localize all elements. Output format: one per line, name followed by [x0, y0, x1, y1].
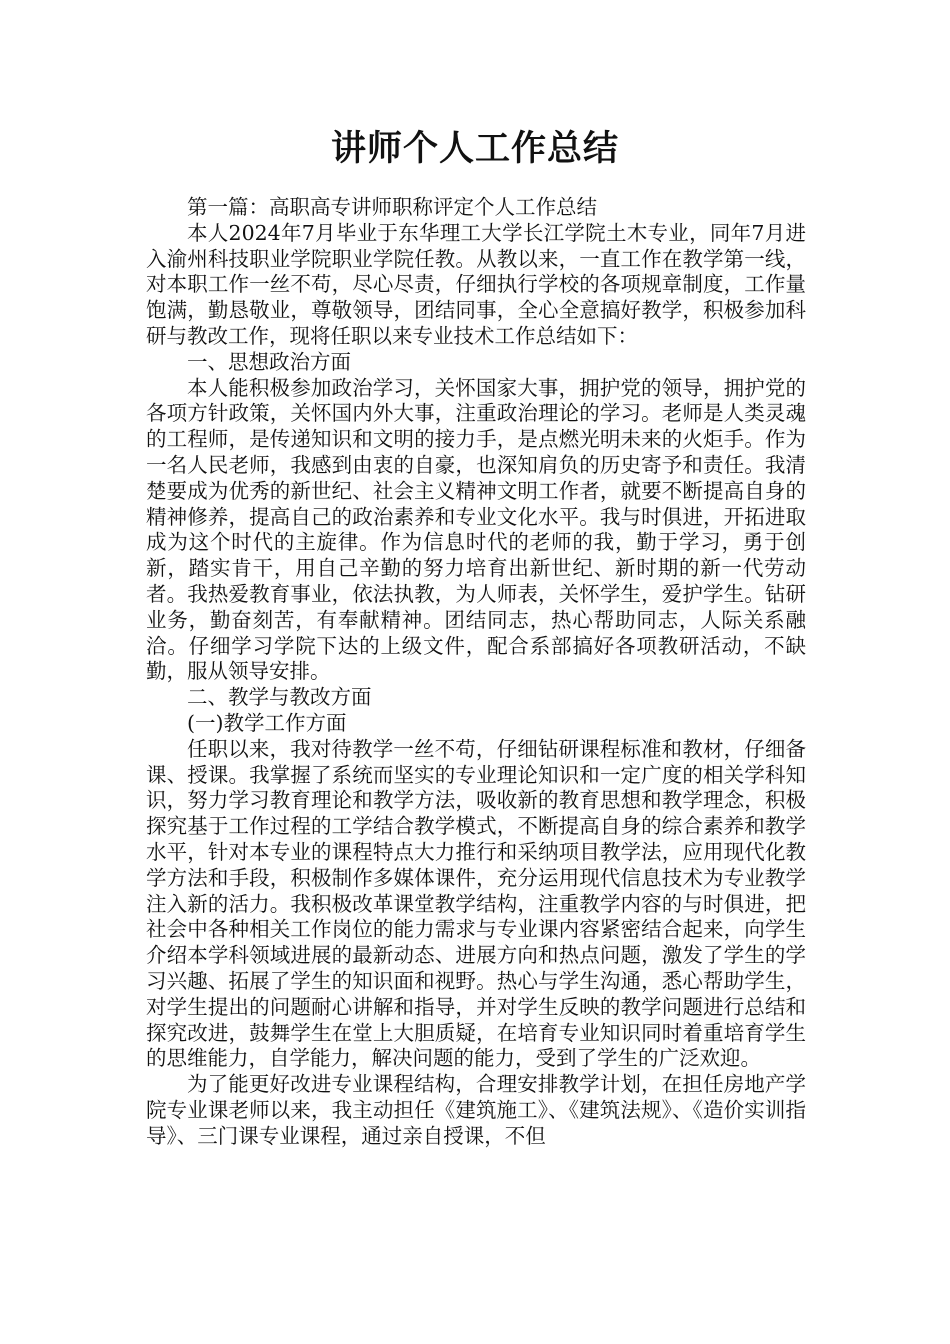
body-paragraph-teaching-work: 任职以来，我对待教学一丝不苟，仔细钻研课程标准和教材，仔细备课、授课。我掌握了系统而坚实的专业理论知识和一定广度的相关学科知识，努力学习教育理论和教学方法，吸收新的教育思想和教学理念，积极探究基于工作过程的工学结合教学模式，不断提高自身的综合素养和教学水平，针对本专业的课程特点大力推行和采纳项目教学法，应用现代化教学方法和手段，积极制作多媒体课件，充分运用现代信息技术为专业教学注入新的活力。我积极改革课堂教学结构，注重教学内容的与时俱进，把社会中各种相关工作岗位的能力需求与专业课内容紧密结合起来，向学生介绍本学科领域进展的最新动态、进展方向和热点问题，激发了学生的学习兴趣、拓展了学生的知识面和视野。热心与学生沟通，悉心帮助学生，对学生提出的问题耐心讲解和指导，并对学生反映的教学问题进行总结和探究改进，鼓舞学生在堂上大胆质疑，在培育专业知识同时着重培育学生的思维能力，自学能力，解决问题的能力，受到了学生的广泛欢迎。 — [146, 736, 806, 1071]
body-paragraph-intro: 本人2024年7月毕业于东华理工大学长江学院土木专业，同年7月进入渝州科技职业学院职业学院任教。从教以来，一直工作在教学第一线，对本职工作一丝不苟，尽心尽责，仔细执行学校的各项规章制度，工作量饱满，勤恳敬业，尊敬领导，团结同事，全心全意搞好教学，积极参加科研与教改工作，现将任职以来专业技术工作总结如下： — [146, 220, 806, 348]
body-paragraph-political: 本人能积极参加政治学习，关怀国家大事，拥护党的领导，拥护党的各项方针政策，关怀国内外大事，注重政治理论的学习。老师是人类灵魂的工程师，是传递知识和文明的接力手，是点燃光明未来的火炬手。作为一名人民老师，我感到由衷的自豪，也深知肩负的历史寄予和责任。我清楚要成为优秀的新世纪、社会主义精神文明工作者，就要不断提高自身的精神修养，提高自己的政治素养和专业文化水平。我与时俱进，开拓进取成为这个时代的主旋律。作为信息时代的老师的我，勤于学习，勇于创新，踏实肯干，用自己辛勤的努力培育出新世纪、新时期的新一代劳动者。我热爱教育事业，依法执教，为人师表，关怀学生，爱护学生。钻研业务，勤奋刻苦，有奉献精神。团结同志，热心帮助同志，人际关系融洽。仔细学习学院下达的上级文件，配合系部搞好各项教研活动，不缺勤，服从领导安排。 — [146, 375, 806, 684]
subsection-heading-teaching-work: (一)教学工作方面 — [187, 710, 347, 735]
document-title: 讲师个人工作总结 — [330, 129, 619, 169]
section-heading-part-one: 第一篇：高职高专讲师职称评定个人工作总结 — [187, 195, 597, 219]
section-heading-political: 一、思想政治方面 — [187, 349, 351, 374]
section-heading-teaching: 二、教学与教改方面 — [187, 685, 372, 710]
body-paragraph-curriculum: 为了能更好改进专业课程结构，合理安排教学计划，在担任房地产学院专业课老师以来，我主动担任《建筑施工》、《建筑法规》、《造价实训指导》、三门课专业课程，通过亲自授课，不但 — [146, 1072, 806, 1148]
document-body — [146, 195, 806, 1149]
